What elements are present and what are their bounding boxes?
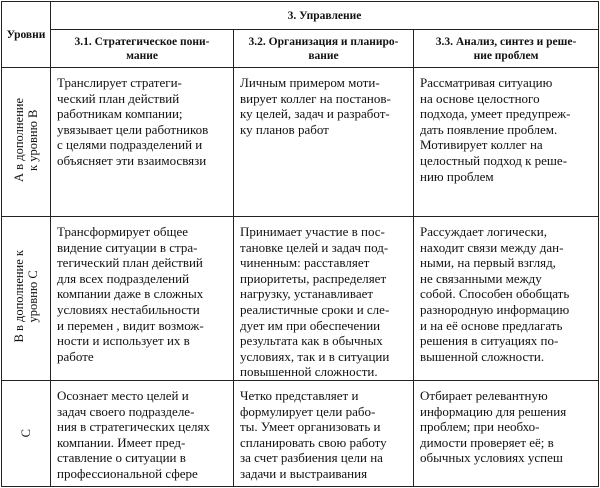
cell-text-line: условиях, так и в ситуации (240, 348, 390, 364)
header-row-group (2, 2, 599, 30)
level-text-line: С (19, 429, 33, 438)
cell-text-line: видение ситуации в стра- (57, 239, 198, 255)
cell-text-line: обычных условиях успеш (420, 450, 563, 466)
cell-text-line: чиненным: расставляет (240, 255, 370, 271)
cell-text-line: за счет разбиения цели на (240, 450, 383, 466)
cell-text-line: ными, на первый взгляд, (420, 255, 556, 271)
cell-text-line: объясняет эти взаимосвязи (57, 152, 207, 168)
cell-text-line: целостный подход к реше- (420, 152, 568, 168)
header-text-line: 3.2. Организация и планиро- (248, 35, 399, 48)
cell-text-line: ческий план действий (57, 90, 180, 106)
cell-text-line: работникам компании; (57, 106, 183, 122)
level-c-label (2, 381, 51, 487)
cell-text-line: задачи и выстраивания (240, 465, 368, 481)
cell-text-line: находит связи между дан- (420, 239, 564, 255)
cell-text-line: ку целей, задач и разработ- (240, 106, 390, 122)
cell-c-organization (234, 381, 414, 487)
header-text-line: 3.1. Стратегическое пони- (74, 35, 210, 48)
cell-text-line: дать появление проблем. (420, 121, 558, 137)
cell-text-line: вирует коллег на постанов- (240, 90, 391, 106)
cell-text-line: Мотивирует коллег на (420, 137, 543, 153)
cell-c-strategic (51, 381, 234, 487)
cell-text-line: проблем; при необхо- (420, 419, 540, 435)
cell-text-line: тегический план действий (57, 255, 203, 271)
header-organization-planning (234, 30, 414, 68)
header-row-subcols (2, 30, 599, 68)
cell-text-line: компании даже в сложных (57, 286, 204, 302)
cell-text-line: информацию для решения (420, 403, 567, 419)
cell-text-line: работе (57, 348, 94, 364)
cell-text-line: решения в ситуациях по- (420, 333, 559, 349)
cell-text-line: реалистичные сроки и сле- (240, 301, 390, 317)
cell-text-line: ку планов работ (240, 121, 329, 137)
cell-a-strategic (51, 68, 234, 217)
cell-text-line: компании. Имеет пред- (57, 434, 186, 450)
header-levels: Уровни (2, 2, 51, 68)
cell-text-line: и перемен , видит возмож- (57, 317, 204, 333)
cell-text-line: Отбирает релевантную (420, 388, 548, 403)
cell-text-line: профессиональной сфере (57, 465, 198, 481)
cell-text-line: Транслирует стратеги- (57, 75, 182, 90)
header-text-line: ние проблем (473, 49, 539, 62)
cell-text-line: на основе целостного (420, 90, 540, 106)
cell-a-organization (234, 68, 414, 217)
cell-b-analysis (414, 217, 599, 381)
cell-text-line: Четко представляет и (240, 388, 359, 403)
cell-text-line: формулирует цели рабо- (240, 403, 376, 419)
cell-a-analysis (414, 68, 599, 217)
competency-table (1, 1, 599, 487)
header-strategic-understanding (51, 30, 234, 68)
cell-text-line: димости проверяет её; в (420, 434, 554, 450)
cell-b-strategic (51, 217, 234, 381)
cell-text-line: задач своего подразделе- (57, 403, 195, 419)
cell-text-line: ния в стратегических целях (57, 419, 210, 435)
level-text-line: А в дополнение (12, 97, 26, 182)
cell-text-line: приоритеты, распределяет (240, 270, 387, 286)
cell-text-line: для всех подразделений (57, 270, 190, 286)
cell-text-line: собой. Способен обобщать (420, 286, 570, 302)
cell-text-line: подхода, умеет предупреж- (420, 106, 571, 122)
cell-text-line: нагрузку, устанавливает (240, 286, 374, 302)
cell-text-line: Принимает участие в пос- (240, 224, 385, 239)
cell-text-line: Осознает место целей и (57, 388, 189, 403)
cell-text-line: дует им при обеспечении (240, 317, 381, 333)
level-b-label (2, 217, 51, 381)
cell-text-line: не связанными между (420, 270, 542, 286)
row-level-a (2, 68, 599, 217)
header-text-line: мание (126, 49, 158, 62)
cell-b-organization (234, 217, 414, 381)
cell-text-line: ставление о ситуации в (57, 450, 186, 466)
row-level-b (2, 217, 599, 381)
header-text-line: вание (308, 49, 339, 62)
cell-text-line: с целями подразделений и (57, 137, 203, 153)
cell-text-line: Рассуждает логически, (420, 224, 547, 239)
row-level-c (2, 381, 599, 487)
cell-text-line: вышенной сложности. (420, 348, 545, 364)
cell-text-line: тановке целей и задач под- (240, 239, 389, 255)
header-management: 3. Управление (51, 2, 599, 30)
cell-text-line: ты. Умеет организовать и (240, 419, 381, 435)
cell-text-line: Трансформирует общее (57, 224, 189, 239)
cell-text-line: увязывает цели работников (57, 121, 209, 137)
cell-text-line: нию проблем (420, 168, 494, 184)
level-text-line: к уровню В (26, 108, 40, 171)
cell-text-line: разнородную информацию (420, 301, 570, 317)
cell-text-line: Рассматривая ситуацию (420, 75, 553, 90)
cell-text-line: повышенной сложности. (240, 364, 378, 380)
cell-c-analysis (414, 381, 599, 487)
level-a-label (2, 68, 51, 217)
cell-text-line: спланировать свою работу (240, 434, 387, 450)
cell-text-line: Личным примером моти- (240, 75, 380, 90)
level-text-line: В в дополнение к (12, 249, 26, 343)
cell-text-line: и на её основе предлагать (420, 317, 563, 333)
header-analysis-synthesis (414, 30, 599, 68)
header-text-line: 3.3. Анализ, синтез и реше- (435, 35, 577, 48)
cell-text-line: ности и использует их в (57, 333, 190, 349)
level-text-line: уровню С (26, 269, 40, 323)
cell-text-line: результата как в обычных (240, 333, 383, 349)
cell-text-line: условиях нестабильности (57, 301, 200, 317)
